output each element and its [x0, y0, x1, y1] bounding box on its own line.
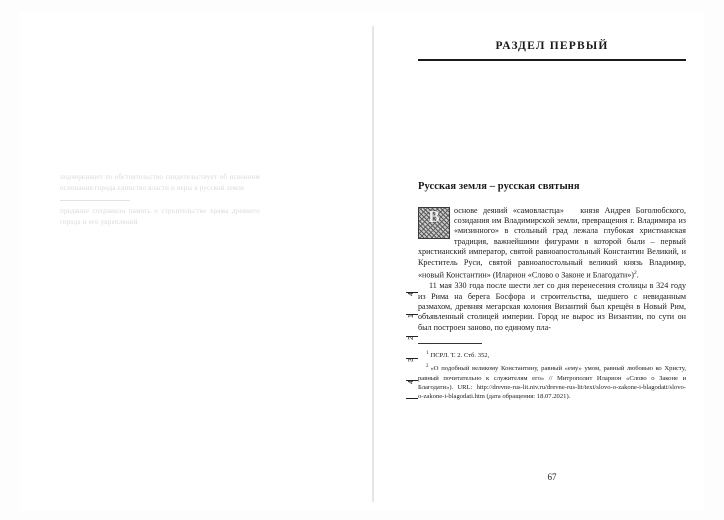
ruler-number-5: 4 — [408, 380, 415, 384]
footnote-text: ПСРЛ. Т. 2. Стб. 352, — [430, 352, 490, 360]
paragraph-first-tail: . — [636, 270, 639, 280]
body-text — [418, 206, 686, 334]
spine-gutter — [372, 26, 374, 502]
recto-page — [418, 40, 686, 492]
page-number: 67 — [547, 472, 557, 482]
ruler-number-2: 1 — [408, 314, 415, 318]
footnote-separator — [418, 343, 482, 344]
footnote-text: «О подобный великому Константину, равный «ему» умом, равный любовью ко Христу, равный почитательно к служителям его» // Митрополит Иларион «Слово о Законе и Благодати»). URL: http://drevne-rus-lit.niv.ru/drevne-rus-lit/text/slovo-o-zakone-i-blagodati/slovo-o-zakone-i-blagodati.htm (дата обращения: 18.07.2021). — [418, 365, 686, 400]
footnote-marker: 2 — [426, 364, 429, 370]
paragraph-first — [418, 206, 686, 282]
book-spread — [20, 12, 704, 510]
chapter-header: РАЗДЕЛ ПЕРВЫЙ — [495, 40, 609, 52]
footnote-item — [418, 362, 686, 400]
footnote-ref-2: 2 — [633, 270, 637, 277]
footnotes-block — [418, 349, 686, 400]
ruler-tick — [406, 398, 418, 399]
paragraph-first-text: основе деяний «самовластца» князя Андрея Боголюбского, созидания им Владимирской земли, превращения г. Владимира из «мизинного» в стольный град лежала глубокая христианская традиция, важнейшими фигурами в которой были – первый христианский император, святой равноапостольный Константин Великий, и Креститель Руси, святой равноапостольный великий князь Владимир, «новый Константин» (Иларион «Слово о Законе и Благодати») — [418, 205, 686, 280]
show-through-rule — [60, 200, 130, 201]
footnote-marker: 1 — [426, 351, 429, 357]
show-through-text: подчеркивает то обстоятельство свидетельствует об исконном основания города единство власти и веры в русской земле предание сохранило память о строительстве храма древнего города и его укреплений — [60, 173, 260, 226]
ruler-number-3: 2 — [408, 336, 415, 340]
drop-cap-ornament — [418, 207, 450, 239]
ruler-number-1: 4 — [408, 292, 415, 296]
paragraph-second: 11 мая 330 года после шести лет со дня перенесения столицы в 324 году из Рима на берега Босфора и строительства, шедшего с невиданным размахом, древняя мегарская колония Византий был крещён в Новый Рим, объявленный столицей империи. Город не вырос из Византии, по сути он был построен заново, по единому пла- — [418, 281, 686, 332]
header-rule — [418, 59, 686, 61]
section-title: Русская земля – русская святыня — [418, 180, 580, 192]
footnote-item — [418, 349, 686, 360]
ruler-number-4: 3 — [408, 358, 415, 362]
